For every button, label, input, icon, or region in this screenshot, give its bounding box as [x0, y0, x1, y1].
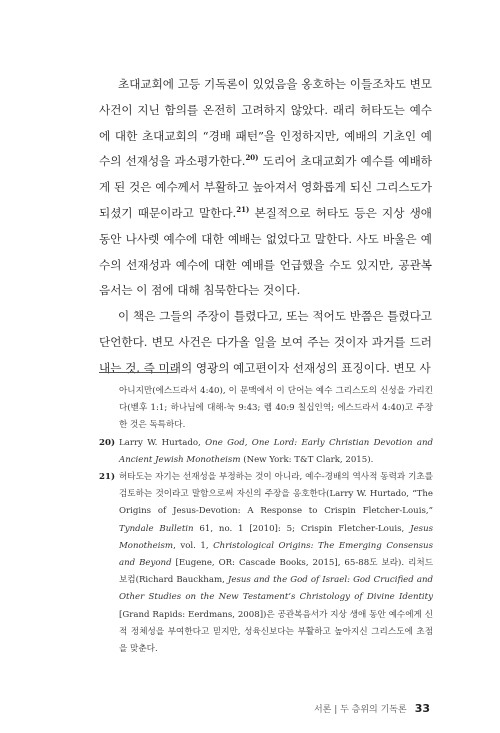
footnote-continuation: 아니지만(에스드라서 4:40), 이 문맥에서 이 단어는 예수 그리스도의 신성을 가리킨다(벧후 1:1; 하나님에 대해-눅 9:43; 렘 40:9 칠십인역; 에스드라서 4:40)고 주장한 것은 독특하다.	[119, 386, 433, 431]
page-number: 33	[414, 702, 430, 715]
paragraph-1-sentence-3: 본질적으로 허타도 등은 지상 생애 동안 나사렛 예수에 대한 예배는 없었다고 말한다. 사도 바울은 예수의 선재성과 예수에 대한 예배를 언급했을 수도 있지만, 공관복음서는 이 점에 대해 침묵한다는 것이다.	[99, 205, 432, 298]
footnote-20-text: Larry W. Hurtado,	[119, 437, 206, 448]
footnote-21	[99, 469, 433, 658]
paragraph-1-sentence-1: 초대교회에 고등 기독론이 있었음을 옹호하는 이들조차도 변모 사건이 지닌 함의를 온전히 고려하지 않았다. 래리 허타도는 예수에 대한 초대교회의 “경배 패턴”을 인정하지만, 예배의 기초인 예수의 선재성을 과소평가한다.	[99, 77, 432, 169]
footnote-21-journal: Tyndale Bulletin	[119, 523, 194, 534]
footnote-21-title-f: Christological Origins: The Emerging Consensus and Beyond	[119, 540, 433, 569]
footnotes	[99, 383, 433, 658]
footnote-20-number: 20)	[99, 437, 116, 448]
footnote-21-text-g: [Eugene, OR: Cascade Books, 2015], 65-88도 보라). 리처드 보컴(Richard Bauckham,	[119, 558, 434, 586]
paragraph-2: 이 책은 그들의 주장이 틀렸다고, 또는 적어도 반쯤은 틀렸다고 단언한다. 변모 사건은 다가올 일을 보여 주는 것이자 과거를 드러내는 것, 즉 미래의 영광의 예고편이자 선재성의 표징이다. 변모 사	[99, 309, 432, 375]
footnote-21-text-i: [Grand Rapids: Eerdmans, 2008])은 공관복음서가 지상 생애 동안 예수에게 신적 정체성을 부여한다고 믿지만, 성육신보다는 부활하고 높아지신 그리스도에 초점을 맞춘다.	[119, 609, 433, 655]
footnote-20-publisher: (New York: T&T Clark, 2015).	[240, 454, 374, 465]
footnote-21-text-c: 61, no. 1 [2010]: 5; Crispin Fletcher-Louis,	[193, 523, 411, 534]
footnote-20-title: One God, One Lord: Early Christian Devotion and Ancient Jewish Monotheism	[119, 437, 434, 465]
footnote-21-text-a: 허타도는 자기는 선재성을 부정하는 것이 아니라, 예수-경배의 역사적 동력과 기초를 검토하는 것이라고 말함으로써 자신의 주장을 옹호한다(Larry W. Hurtado, “The Origins of Jesus-Devotion: A Response to Crispin Fletcher-Louis,”	[119, 472, 433, 517]
footnote-20	[99, 435, 433, 469]
footnote-21-text-e: , vol. 1,	[173, 540, 214, 551]
footnote-21-title-d: Jesus Monotheism	[119, 523, 434, 551]
footnote-21-number: 21)	[99, 472, 116, 483]
paragraph-1	[99, 72, 432, 304]
main-body-text	[99, 72, 432, 382]
page-footer	[314, 702, 430, 715]
paragraph-1-sentence-2: 도리어 초대교회가 예수를 예배하게 된 것은 예수께서 부활하고 높아져서 영화롭게 되신 그리스도가 되셨기 때문이라고 말한다.	[99, 154, 432, 220]
footnote-21-title-h: Jesus and the God of Israel: God Crucified and Other Studies on the New Testament’s Christology of Divine Identity	[119, 575, 433, 603]
footnote-ref-20: 20)	[245, 153, 259, 163]
footnote-divider	[99, 372, 177, 373]
running-head: 서론 | 두 층위의 기독론	[313, 705, 407, 715]
footnote-ref-21: 21)	[236, 205, 250, 215]
